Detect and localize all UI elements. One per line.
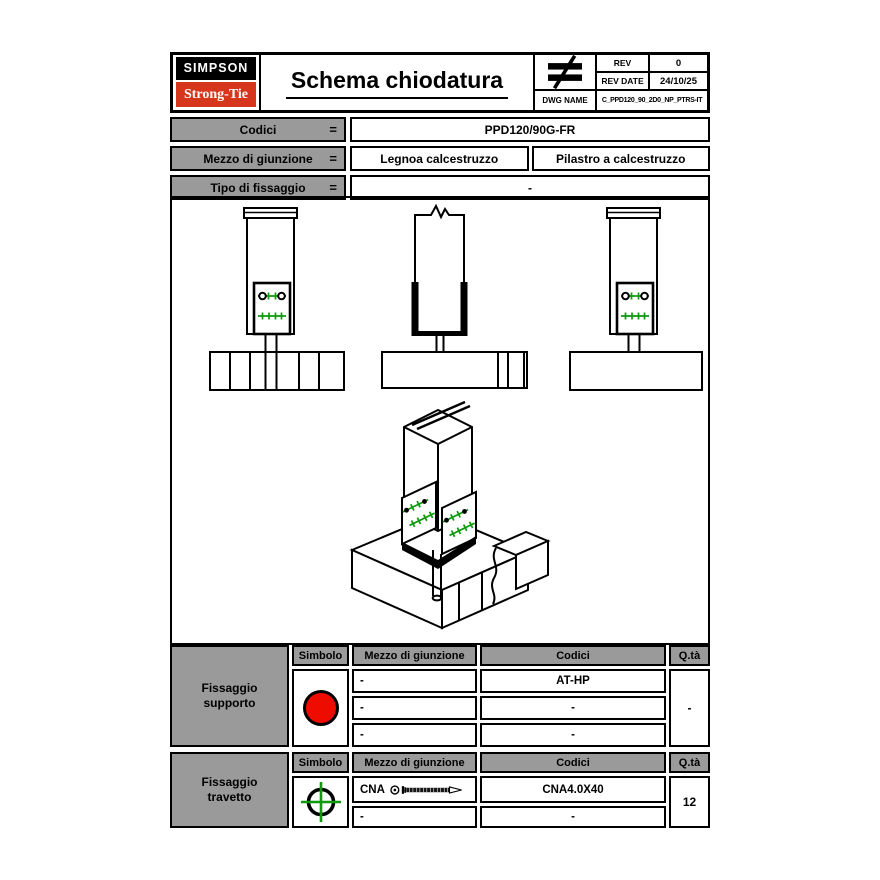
group-label-supporto	[170, 645, 289, 747]
symbol-cell	[292, 669, 349, 747]
info-label	[170, 117, 346, 142]
drawing-area	[170, 196, 710, 645]
side-view	[382, 206, 527, 388]
dwg-name-label: DWG NAME	[535, 91, 597, 110]
red-circle-icon	[303, 690, 339, 726]
rev-date-value: 24/10/25	[650, 73, 707, 91]
table-cell-codici: CNA4.0X40	[480, 776, 666, 803]
page-title: Schema chiodatura	[286, 67, 508, 99]
cna-label: CNA	[360, 783, 385, 796]
rev-value: 0	[650, 55, 707, 73]
info-value-pair	[350, 146, 710, 171]
table-cell-mezzo: -	[352, 669, 477, 693]
table-cell-codici: -	[480, 723, 666, 747]
table-cell-codici: AT-HP	[480, 669, 666, 693]
info-value-left: Legnoa calcestruzzo	[350, 146, 529, 171]
info-label-text: Mezzo di giunzione	[203, 151, 313, 166]
not-equal-mark-cell	[535, 55, 597, 91]
group-label-line2: supporto	[203, 696, 256, 710]
equals-sign: =	[329, 180, 337, 195]
info-value: -	[350, 175, 710, 200]
fissaggio-travetto-table	[170, 752, 710, 828]
col-header-codici: Codici	[480, 752, 666, 773]
group-label-line1: Fissaggio	[201, 775, 258, 789]
table-cell-codici: -	[480, 696, 666, 720]
not-equal-icon	[540, 55, 590, 89]
table-cell-codici: -	[480, 806, 666, 828]
rev-date-label: REV DATE	[597, 73, 650, 91]
table-cell-qta: -	[669, 669, 710, 747]
title-block	[170, 52, 710, 113]
table-cell-mezzo: -	[352, 723, 477, 747]
table-cell-mezzo-cna	[352, 776, 477, 803]
table-cell-qta: 12	[669, 776, 710, 828]
table-cell-mezzo: -	[352, 696, 477, 720]
col-header-qta: Q.tà	[669, 645, 710, 666]
info-table	[170, 117, 710, 200]
col-header-mezzo: Mezzo di giunzione	[352, 645, 477, 666]
technical-drawing	[172, 198, 707, 642]
crosshair-icon	[298, 779, 344, 825]
table-cell-mezzo: -	[352, 806, 477, 828]
symbol-cell	[292, 776, 349, 828]
revision-block	[535, 55, 707, 110]
fissaggio-supporto-table	[170, 645, 710, 747]
info-value-right: Pilastro a calcestruzzo	[532, 146, 711, 171]
group-label-line1: Fissaggio	[201, 681, 258, 695]
rear-view	[570, 208, 702, 390]
isometric-view	[352, 402, 548, 628]
rev-label: REV	[597, 55, 650, 73]
info-label	[170, 146, 346, 171]
logo-simpson-text: SIMPSON	[176, 57, 256, 80]
dwg-name-value: C_PPD120_90_2D0_NP_PTRS-IT	[601, 97, 703, 104]
info-row-mezzo	[170, 146, 710, 171]
simpson-strongtie-logo	[173, 55, 259, 110]
group-label-travetto	[170, 752, 289, 828]
cna-nail-icon	[390, 784, 472, 796]
col-header-codici: Codici	[480, 645, 666, 666]
front-view	[210, 208, 344, 390]
info-row-codici	[170, 117, 710, 142]
col-header-simbolo: Simbolo	[292, 645, 349, 666]
equals-sign: =	[329, 122, 337, 137]
col-header-mezzo: Mezzo di giunzione	[352, 752, 477, 773]
sheet-title-cell	[259, 55, 535, 110]
col-header-qta: Q.tà	[669, 752, 710, 773]
info-label-text: Tipo di fissaggio	[210, 180, 306, 195]
equals-sign: =	[329, 151, 337, 166]
info-value: PPD120/90G-FR	[350, 117, 710, 142]
group-label-line2: travetto	[207, 790, 252, 804]
logo-strongtie-text: Strong-Tie	[176, 82, 256, 107]
info-label-text: Codici	[239, 122, 277, 137]
col-header-simbolo: Simbolo	[292, 752, 349, 773]
drawing-sheet	[170, 52, 710, 828]
